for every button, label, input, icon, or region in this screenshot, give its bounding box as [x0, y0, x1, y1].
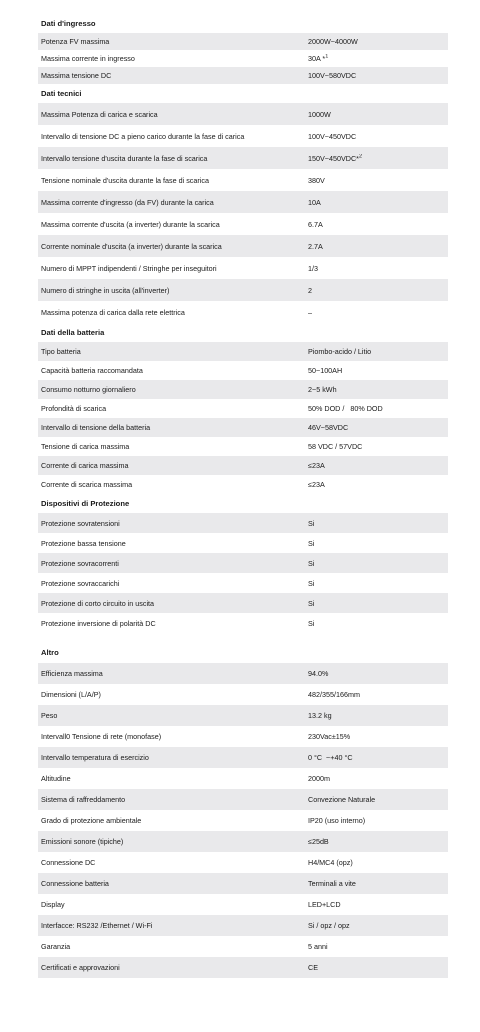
spec-row [38, 726, 448, 747]
spec-value-cell [308, 154, 448, 163]
spec-label: Consumo notturno giornaliero [41, 385, 136, 394]
spec-row [38, 50, 448, 67]
spec-value: – [308, 307, 312, 317]
spec-value: 58 VDC / 57VDC [308, 442, 363, 451]
spec-label: Dimensioni (L/A/P) [41, 690, 101, 699]
spec-row [38, 279, 448, 301]
spec-label: Corrente di carica massima [41, 461, 129, 470]
spec-row [38, 684, 448, 705]
spec-value: 0 °C ~+40 °C [308, 753, 353, 762]
spec-row [38, 915, 448, 936]
spec-label: Protezione bassa tensione [41, 538, 126, 548]
footnote-marker: 2 [358, 153, 363, 160]
spec-label: Protezione sovracorrenti [41, 558, 119, 568]
spec-row [38, 613, 448, 633]
spec-label: Massima corrente d'uscita (a inverter) durante la scarica [41, 219, 220, 229]
spec-value: 150V~450VDC* [308, 153, 359, 163]
spec-row [38, 747, 448, 768]
spec-value: 2~5 kWh [308, 385, 337, 394]
spec-label: Peso [41, 711, 58, 720]
section-title-dati-batteria: Dati della batteria [41, 328, 105, 337]
spec-label: Interfacce: RS232 /Ethernet / Wi-Fi [41, 921, 153, 930]
spec-value: 1/3 [308, 263, 318, 273]
spec-value: Convezione Naturale [308, 795, 376, 804]
spec-row [38, 475, 448, 494]
spec-row [38, 257, 448, 279]
spec-label: Emissioni sonore (tipiche) [41, 837, 124, 846]
spec-label: Grado di protezione ambientale [41, 816, 142, 825]
spec-label: Tensione nominale d'uscita durante la fase di scarica [41, 175, 209, 185]
spec-label: Protezione sovraccarichi [41, 578, 120, 588]
section-title-dispositivi-protezione: Dispositivi di Protezione [41, 499, 130, 508]
spec-value: Si [308, 578, 315, 588]
spec-label: Protezione sovratensioni [41, 518, 120, 528]
spec-label: Tensione di carica massima [41, 442, 130, 451]
spec-value: LED+LCD [308, 900, 341, 909]
spec-label: Massima tensione DC [41, 71, 112, 80]
spec-value: 100V~580VDC [308, 71, 357, 80]
spec-label: Garanzia [41, 942, 71, 951]
spec-value: Si [308, 518, 315, 528]
spec-label: Numero di stringhe in uscita (all'inverter) [41, 285, 170, 295]
spec-row [38, 418, 448, 437]
spec-value: Si [308, 558, 315, 568]
spec-row [38, 513, 448, 533]
spec-label: Potenza FV massima [41, 37, 110, 46]
spec-label: Protezione inversione di polarità DC [41, 618, 156, 628]
spec-row [38, 789, 448, 810]
spec-value: ≤23A [308, 480, 325, 489]
spec-value: 94.0% [308, 669, 329, 678]
spec-value: Si [308, 598, 315, 608]
spec-value: H4/MC4 (opz) [308, 858, 353, 867]
section-title-dati-tecnici: Dati tecnici [41, 89, 82, 98]
spec-row [38, 705, 448, 726]
spec-row [38, 663, 448, 684]
spec-label: Corrente di scarica massima [41, 480, 133, 489]
spec-value: 2000W~4000W [308, 37, 358, 46]
spec-row [38, 456, 448, 475]
spec-value: Piombo-acido / Litio [308, 347, 372, 356]
spec-value: 50% DOD / 80% DOD [308, 404, 383, 413]
spec-value: 1000W [308, 109, 331, 119]
spec-label: Intervall0 Tensione di rete (monofase) [41, 732, 162, 741]
spec-row [38, 852, 448, 873]
spec-row [38, 169, 448, 191]
spec-value: 2000m [308, 774, 330, 783]
spec-label: Intervallo tensione d'uscita durante la fase di scarica [41, 153, 208, 163]
spec-value: 6.7A [308, 219, 323, 229]
spec-label: Efficienza massima [41, 669, 103, 678]
spec-row [38, 33, 448, 50]
spec-row [38, 125, 448, 147]
spec-value: 380V [308, 175, 325, 185]
spec-label: Sistema di raffreddamento [41, 795, 126, 804]
spec-value: 50~100AH [308, 366, 343, 375]
spec-label: Intervallo temperatura di esercizio [41, 753, 149, 762]
spec-row [38, 810, 448, 831]
spec-row [38, 894, 448, 915]
spec-row [38, 380, 448, 399]
spec-label: Massima corrente in ingresso [41, 54, 135, 63]
spec-row [38, 103, 448, 125]
spec-row [38, 437, 448, 456]
spec-label: Intervallo di tensione DC a pieno carico durante la fase di carica [41, 131, 245, 141]
spec-value: Si [308, 618, 315, 628]
spec-label: Profondità di scarica [41, 404, 107, 413]
spec-label: Protezione di corto circuito in uscita [41, 598, 155, 608]
spec-value: 5 anni [308, 942, 328, 951]
spec-row [38, 553, 448, 573]
spec-value: 230Vac±15% [308, 732, 351, 741]
spec-label: Massima Potenza di carica e scarica [41, 109, 158, 119]
spec-value: 482/355/166mm [308, 690, 360, 699]
spec-value: 2 [308, 285, 312, 295]
spec-row [38, 533, 448, 553]
spec-value: IP20 (uso interno) [308, 816, 366, 825]
spec-value: 46V~58VDC [308, 423, 349, 432]
spec-row [38, 191, 448, 213]
spec-row [38, 873, 448, 894]
spec-label: Intervallo di tensione della batteria [41, 423, 151, 432]
spec-row [38, 361, 448, 380]
spec-row [38, 213, 448, 235]
spec-row [38, 301, 448, 323]
spec-row [38, 399, 448, 418]
spec-label: Display [41, 900, 65, 909]
spec-value: ≤23A [308, 461, 325, 470]
spec-label: Corrente nominale d'uscita (a inverter) durante la scarica [41, 241, 222, 251]
spec-row [38, 573, 448, 593]
spec-row [38, 67, 448, 84]
spec-label: Massima corrente d'ingresso (da FV) durante la carica [41, 197, 214, 207]
spec-label: Altitudine [41, 774, 71, 783]
section-title-dati-ingresso: Dati d'ingresso [41, 19, 96, 28]
spec-row [38, 831, 448, 852]
spec-value-cell [308, 54, 448, 63]
spec-sheet [38, 14, 448, 978]
spec-label: Certificati e approvazioni [41, 963, 120, 972]
spec-row [38, 147, 448, 169]
spec-value: 100V~450VDC [308, 131, 357, 141]
spec-label: Numero di MPPT indipendenti / Stringhe per inseguitori [41, 263, 217, 273]
spec-row [38, 936, 448, 957]
spec-row [38, 235, 448, 257]
spec-value: Terminali a vite [308, 879, 356, 888]
spec-label: Connessione DC [41, 858, 96, 867]
spec-label: Tipo batteria [41, 347, 81, 356]
spec-value: ≤25dB [308, 837, 329, 846]
spec-value: CE [308, 963, 318, 972]
spec-label: Capacità batteria raccomandata [41, 366, 143, 375]
spec-row [38, 768, 448, 789]
spec-label: Massima potenza di carica dalla rete elettrica [41, 307, 185, 317]
spec-value: 2.7A [308, 241, 323, 251]
spec-value: Si [308, 538, 315, 548]
footnote-marker: 1 [325, 54, 329, 60]
spec-label: Connessione batteria [41, 879, 109, 888]
spec-value: Si / opz / opz [308, 921, 350, 930]
spec-value: 13.2 kg [308, 711, 332, 720]
spec-row [38, 342, 448, 361]
section-title-altro: Altro [41, 648, 59, 657]
spec-row [38, 957, 448, 978]
spec-value: 10A [308, 197, 321, 207]
spec-value: 30A * [308, 54, 326, 63]
spec-row [38, 593, 448, 613]
